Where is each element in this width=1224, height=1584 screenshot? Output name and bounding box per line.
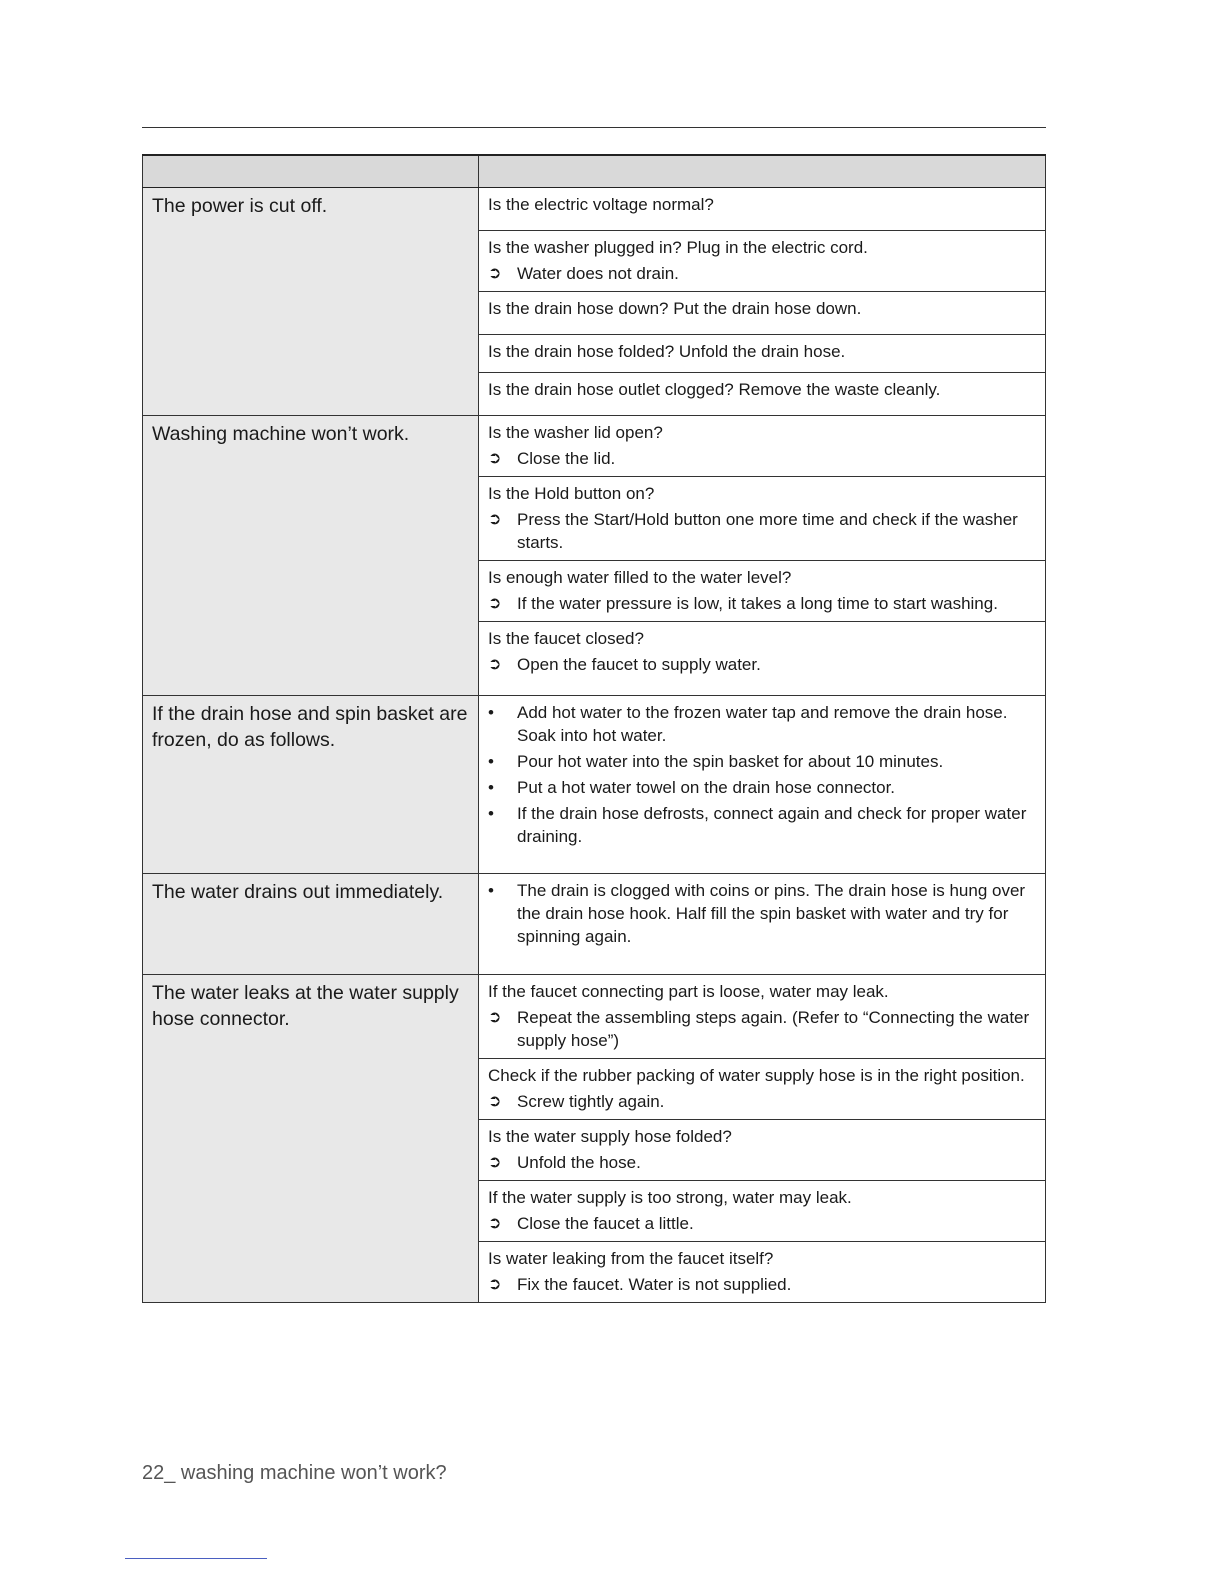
table-header-row — [143, 155, 1046, 188]
problem-text: Washing machine won’t work. — [152, 423, 410, 445]
bullet-item — [488, 701, 1035, 747]
check-text: Is the Hold button on? — [488, 484, 655, 503]
action-item — [488, 508, 1035, 554]
check-text: Is the faucet closed? — [488, 629, 644, 648]
check-text: Check if the rubber packing of water supply hose is in the right position. — [488, 1066, 1025, 1085]
action-item — [488, 262, 1035, 285]
action-text: Close the lid. — [517, 449, 616, 468]
action-item — [488, 1273, 1035, 1296]
solution-cell — [479, 292, 1046, 335]
arrow-icon: ➲ — [488, 595, 502, 612]
problem-text: The power is cut off. — [152, 195, 328, 217]
action-item — [488, 592, 1035, 615]
solution-cell — [479, 1120, 1046, 1181]
bullet-icon: • — [488, 703, 494, 722]
bullet-item — [488, 776, 1035, 799]
check-text: If the water supply is too strong, water may leak. — [488, 1188, 852, 1207]
bullet-text: If the drain hose defrosts, connect again and check for proper water draining. — [517, 804, 1027, 846]
action-text: Repeat the assembling steps again. (Refer to “Connecting the water supply hose”) — [517, 1008, 1030, 1050]
solution-cell — [479, 231, 1046, 292]
bullet-item — [488, 802, 1035, 848]
action-text: Open the faucet to supply water. — [517, 655, 761, 674]
action-text: Close the faucet a little. — [517, 1214, 694, 1233]
table-row — [143, 975, 1046, 1059]
solution-cell — [479, 696, 1046, 874]
action-text: If the water pressure is low, it takes a long time to start washing. — [517, 594, 998, 613]
check-text: Is the drain hose folded? Unfold the drain hose. — [488, 342, 846, 361]
bullet-icon: • — [488, 778, 494, 797]
solution-cell — [479, 975, 1046, 1059]
action-item — [488, 653, 1035, 676]
bullet-item — [488, 879, 1035, 948]
header-problem-cell — [143, 155, 479, 188]
check-text: Is the water supply hose folded? — [488, 1127, 732, 1146]
bullet-text: The drain is clogged with coins or pins. The drain hose is hung over the drain hose hook. Half fill the spin basket with water and try for spinning again. — [517, 881, 1026, 946]
arrow-icon: ➲ — [488, 656, 502, 673]
bullet-text: Pour hot water into the spin basket for about 10 minutes. — [517, 752, 944, 771]
arrow-icon: ➲ — [488, 1009, 502, 1026]
solution-cell — [479, 1181, 1046, 1242]
check-text: Is the washer plugged in? Plug in the electric cord. — [488, 238, 868, 257]
check-text: Is enough water filled to the water level? — [488, 568, 792, 587]
page-footer: 22_ washing machine won’t work? — [142, 1462, 447, 1484]
problem-cell — [143, 696, 479, 874]
problem-cell — [143, 188, 479, 416]
check-text: Is the drain hose outlet clogged? Remove the waste cleanly. — [488, 380, 941, 399]
problem-cell — [143, 975, 479, 1303]
table-row — [143, 696, 1046, 874]
solution-cell — [479, 335, 1046, 373]
check-text: Is water leaking from the faucet itself? — [488, 1249, 774, 1268]
arrow-icon: ➲ — [488, 450, 502, 467]
action-item — [488, 1151, 1035, 1174]
problem-text: The water leaks at the water supply hose connector. — [152, 982, 459, 1030]
solution-cell — [479, 188, 1046, 231]
bullet-item — [488, 750, 1035, 773]
solution-cell — [479, 622, 1046, 696]
table-row — [143, 188, 1046, 231]
check-text: Is the washer lid open? — [488, 423, 663, 442]
arrow-icon: ➲ — [488, 265, 502, 282]
arrow-icon: ➲ — [488, 1093, 502, 1110]
table-row — [143, 416, 1046, 477]
header-rule — [142, 127, 1046, 128]
bullet-text: Add hot water to the frozen water tap and remove the drain hose. Soak into hot water. — [517, 703, 1008, 745]
check-text: Is the electric voltage normal? — [488, 195, 714, 214]
problem-text: The water drains out immediately. — [152, 881, 444, 903]
troubleshooting-table — [142, 154, 1046, 1303]
action-item — [488, 1212, 1035, 1235]
action-text: Screw tightly again. — [517, 1092, 665, 1111]
solution-cell — [479, 373, 1046, 416]
bullet-icon: • — [488, 752, 494, 771]
solution-cell — [479, 1059, 1046, 1120]
bullet-icon: • — [488, 804, 494, 823]
action-text: Press the Start/Hold button one more time and check if the washer starts. — [517, 510, 1018, 552]
solution-cell — [479, 416, 1046, 477]
check-text: If the faucet connecting part is loose, water may leak. — [488, 982, 889, 1001]
solution-cell — [479, 874, 1046, 975]
problem-cell — [143, 416, 479, 696]
table-row — [143, 874, 1046, 975]
action-text: Water does not drain. — [517, 264, 679, 283]
action-item — [488, 1090, 1035, 1113]
arrow-icon: ➲ — [488, 1276, 502, 1293]
arrow-icon: ➲ — [488, 1215, 502, 1232]
arrow-icon: ➲ — [488, 1154, 502, 1171]
problem-cell — [143, 874, 479, 975]
bullet-icon: • — [488, 881, 494, 900]
header-solution-cell — [479, 155, 1046, 188]
bullet-text: Put a hot water towel on the drain hose connector. — [517, 778, 896, 797]
action-text: Unfold the hose. — [517, 1153, 641, 1172]
solution-cell — [479, 561, 1046, 622]
footer-accent-line — [125, 1558, 267, 1559]
action-text: Fix the faucet. Water is not supplied. — [517, 1275, 792, 1294]
solution-cell — [479, 477, 1046, 561]
action-item — [488, 447, 1035, 470]
check-text: Is the drain hose down? Put the drain hose down. — [488, 299, 862, 318]
problem-text: If the drain hose and spin basket are frozen, do as follows. — [152, 703, 468, 751]
action-item — [488, 1006, 1035, 1052]
solution-cell — [479, 1242, 1046, 1303]
arrow-icon: ➲ — [488, 511, 502, 528]
